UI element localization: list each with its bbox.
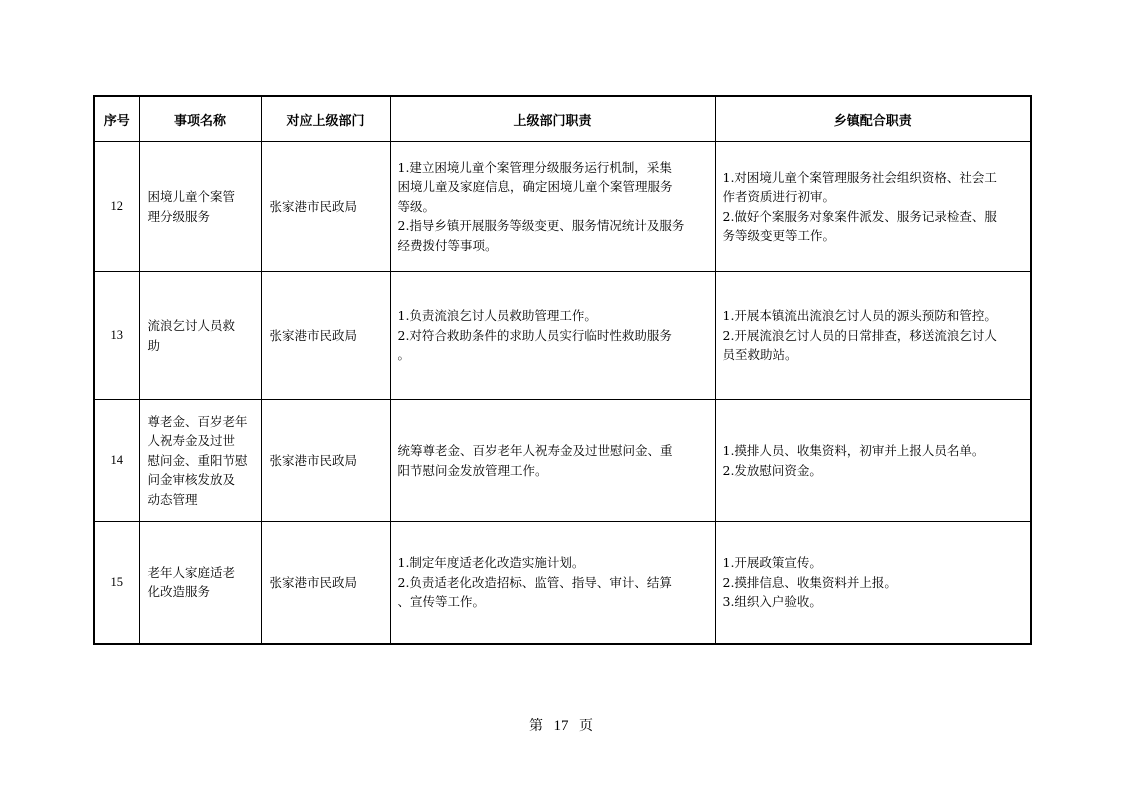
row-item-name <box>139 400 261 522</box>
duty-line: 统筹尊老金、百岁老年人祝寿金及过世慰问金、重 <box>397 443 673 458</box>
duty-line: 经费拨付等事项。 <box>397 237 498 253</box>
duty-line: 务等级变更等工作。 <box>722 228 836 243</box>
page-suffix: 页 <box>578 718 593 734</box>
header-township-duties: 乡镇配合职责 <box>715 96 1031 142</box>
row-superior-duties <box>390 272 715 400</box>
table-header-row <box>94 96 1031 142</box>
responsibility-table <box>93 95 1032 645</box>
item-name-line: 人祝寿金及过世 <box>147 433 236 449</box>
row-serial-number: 12 <box>94 142 139 272</box>
row-township-duties <box>715 400 1031 522</box>
row-item-name <box>139 522 261 644</box>
item-name-line: 问金审核发放及 <box>147 472 236 488</box>
row-serial-number: 15 <box>94 522 139 644</box>
row-superior-duties <box>390 400 715 522</box>
row-superior-department: 张家港市民政局 <box>261 142 390 272</box>
row-superior-duties <box>390 522 715 644</box>
item-name-line: 动态管理 <box>147 491 198 507</box>
duty-line: 2.指导乡镇开展服务等级变更、服务情况统计及服务 <box>397 218 685 234</box>
header-superior-department: 对应上级部门 <box>261 96 390 142</box>
item-name-line: 老年人家庭适老 <box>147 564 236 580</box>
row-superior-duties <box>390 142 715 272</box>
page-prefix: 第 <box>529 718 544 734</box>
item-name-line: 助 <box>147 337 161 353</box>
duty-line: 2.做好个案服务对象案件派发、服务记录检查、服 <box>722 208 997 224</box>
row-item-name <box>139 272 261 400</box>
duty-line: 2.对符合救助条件的求助人员实行临时性救助服务 <box>397 327 672 343</box>
table-row <box>94 522 1031 644</box>
duty-line: 作者资质进行初审。 <box>722 189 836 204</box>
page-number-footer <box>0 715 1122 735</box>
header-item-name: 事项名称 <box>139 96 261 142</box>
header-serial-number: 序号 <box>94 96 139 142</box>
item-name-line: 慰问金、重阳节慰 <box>147 452 248 468</box>
duty-line: 1.开展本镇流出流浪乞讨人员的源头预防和管控。 <box>722 308 997 324</box>
duty-line: 1.开展政策宣传。 <box>722 555 822 570</box>
row-township-duties <box>715 272 1031 400</box>
row-serial-number: 14 <box>94 400 139 522</box>
header-superior-duties: 上级部门职责 <box>390 96 715 142</box>
duty-line: 1.建立困境儿童个案管理分级服务运行机制，采集 <box>397 159 672 175</box>
item-name-line: 流浪乞讨人员救 <box>147 318 236 333</box>
row-township-duties <box>715 142 1031 272</box>
item-name-line: 尊老金、百岁老年 <box>147 413 248 429</box>
duty-line: 1.摸排人员、收集资料，初审并上报人员名单。 <box>722 443 985 458</box>
row-superior-department: 张家港市民政局 <box>261 522 390 644</box>
row-township-duties <box>715 522 1031 644</box>
duty-line: 员至救助站。 <box>722 347 798 363</box>
item-name-line: 困境儿童个案管 <box>147 189 236 204</box>
page-number: 17 <box>553 718 569 734</box>
duty-line: 阳节慰问金发放管理工作。 <box>397 462 548 478</box>
duty-line: 。 <box>397 347 411 363</box>
duty-line: 、宣传等工作。 <box>397 594 486 609</box>
duty-line: 2.摸排信息、收集资料并上报。 <box>722 574 897 590</box>
duty-line: 1.制定年度适老化改造实施计划。 <box>397 555 585 570</box>
row-serial-number: 13 <box>94 272 139 400</box>
item-name-line: 理分级服务 <box>147 208 211 224</box>
table-row <box>94 400 1031 522</box>
item-name-line: 化改造服务 <box>147 584 211 600</box>
duty-line: 1.对困境儿童个案管理服务社会组织资格、社会工 <box>722 169 997 185</box>
duty-line: 1.负责流浪乞讨人员救助管理工作。 <box>397 308 597 324</box>
row-item-name <box>139 142 261 272</box>
duty-line: 2.开展流浪乞讨人员的日常排查，移送流浪乞讨人 <box>722 327 997 343</box>
duty-line: 2.负责适老化改造招标、监管、指导、审计、结算 <box>397 574 672 590</box>
duty-line: 困境儿童及家庭信息，确定困境儿童个案管理服务 <box>397 179 673 195</box>
duty-line: 等级。 <box>397 198 436 214</box>
table-row <box>94 142 1031 272</box>
duty-line: 2.发放慰问资金。 <box>722 462 822 478</box>
row-superior-department: 张家港市民政局 <box>261 400 390 522</box>
row-superior-department: 张家港市民政局 <box>261 272 390 400</box>
table-row <box>94 272 1031 400</box>
duty-line: 3.组织入户验收。 <box>722 594 822 609</box>
